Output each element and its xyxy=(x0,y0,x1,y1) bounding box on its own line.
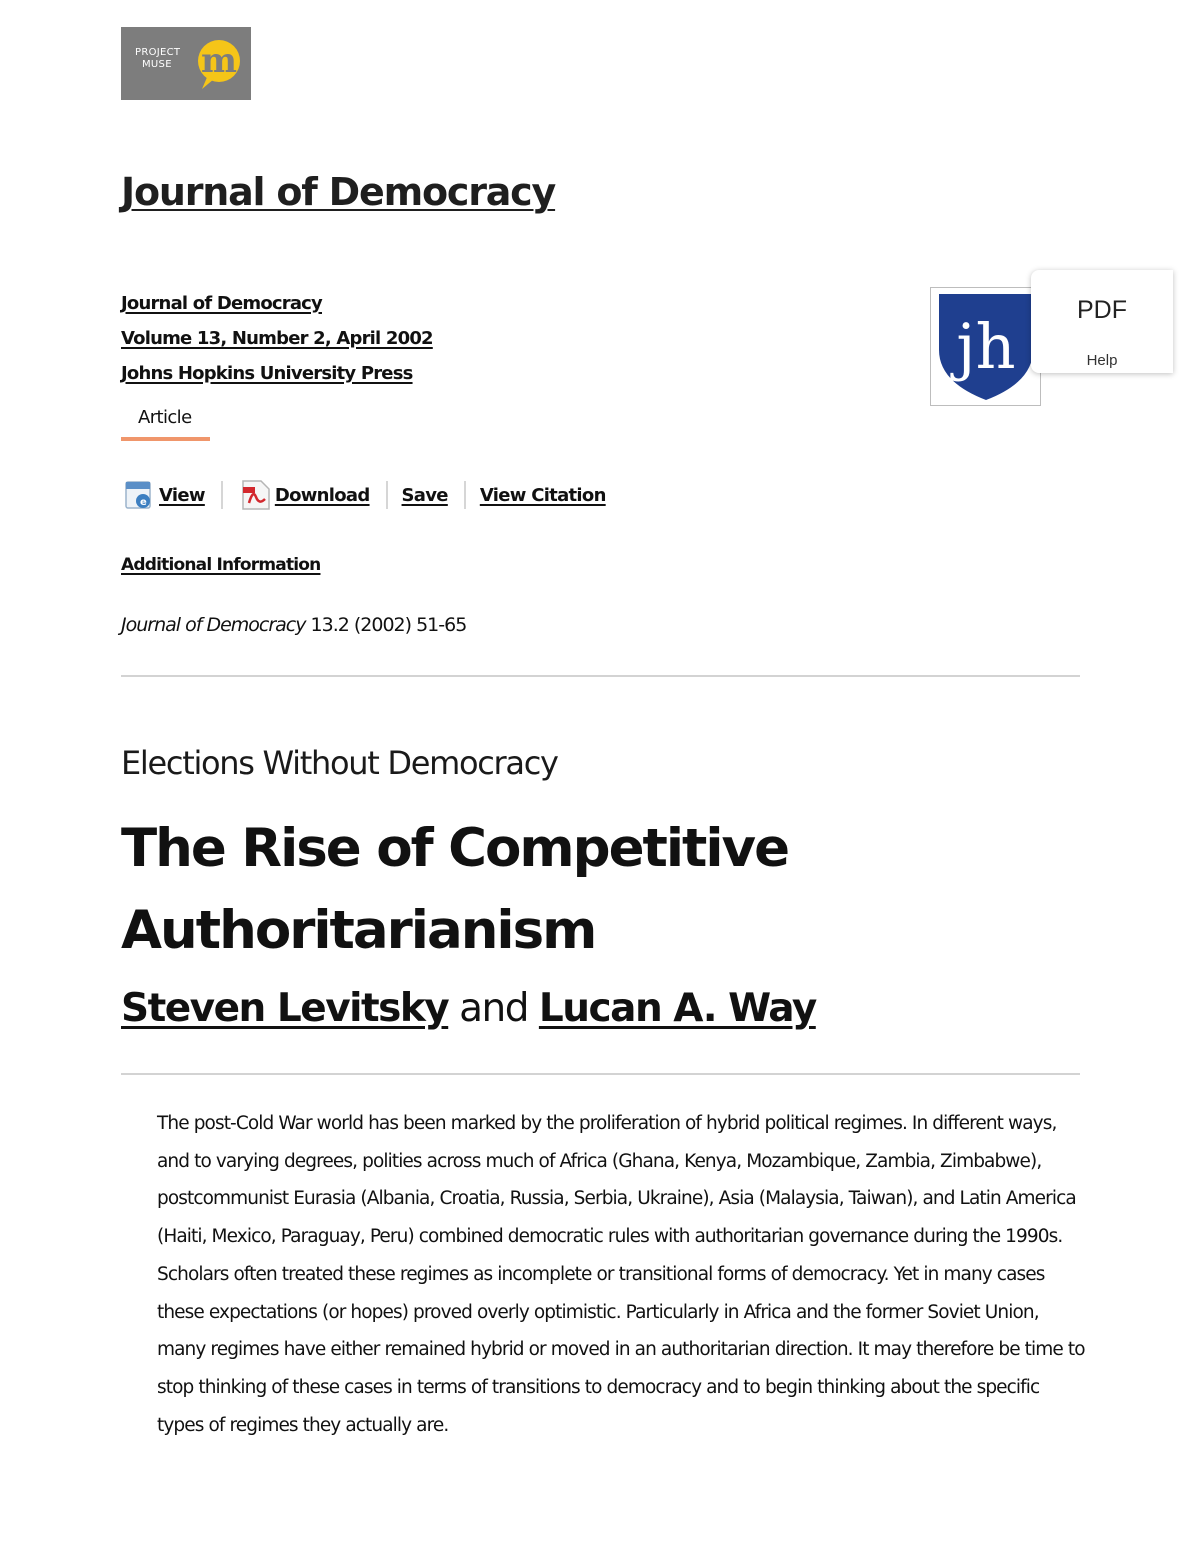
issue-meta xyxy=(121,292,433,397)
help-label[interactable]: Help xyxy=(1086,352,1118,369)
logo-wordmark xyxy=(135,47,180,71)
author-conjunction: and xyxy=(448,986,539,1031)
action-divider xyxy=(464,481,466,509)
journal-title-link[interactable]: Journal of Democracy xyxy=(121,170,556,214)
publisher-logo[interactable] xyxy=(930,287,1041,406)
author-link-way[interactable]: Lucan A. Way xyxy=(538,986,816,1031)
action-divider xyxy=(221,481,223,509)
additional-information-link[interactable]: Additional Information xyxy=(121,555,321,575)
citation-line xyxy=(121,614,466,636)
publisher-link[interactable]: Johns Hopkins University Press xyxy=(121,363,413,384)
pdf-label: PDF xyxy=(1077,296,1127,324)
logo-mark-letter: m xyxy=(201,41,237,81)
publisher-logo-letters: jh xyxy=(956,310,1016,383)
section-divider xyxy=(121,1073,1080,1075)
muse-m-icon xyxy=(194,37,244,89)
article-abstract: The post-Cold War world has been marked by the proliferation of hybrid political regimes. In different ways, and to varying degrees, polities across much of Africa (Ghana, Kenya, Mozambique, Zambia, Zimbabwe), postcommunist Eurasia (Albania, Croatia, Russia, Serbia, Ukraine), Asia (Malaysia, Taiwan), and Latin America (Haiti, Mexico, Paraguay, Peru) combined democratic rules with authoritarian governance during the 1990s. Scholars often treated these regimes as incomplete or transitional forms of democracy. Yet in many cases these expectations (or hopes) proved overly optimistic. Particularly in Africa and the former Soviet Union, many regimes have either remained hybrid or moved in an authoritarian direction. It may therefore be time to stop thinking of these cases in terms of transitions to democracy and to begin thinking about the specific types of regimes they actually are. xyxy=(157,1113,1085,1436)
jhu-shield-icon xyxy=(935,290,1037,402)
tab-article-label: Article xyxy=(138,407,192,428)
article-authors xyxy=(121,986,816,1031)
article-actions xyxy=(121,478,606,512)
svg-text:e: e xyxy=(139,497,147,508)
download-label: Download xyxy=(274,484,370,506)
html-view-icon xyxy=(121,480,157,510)
action-divider xyxy=(386,481,388,509)
issue-link[interactable]: Volume 13, Number 2, April 2002 xyxy=(121,328,433,349)
logo-line2: MUSE xyxy=(142,59,172,70)
download-button[interactable] xyxy=(237,479,370,511)
journal-link[interactable]: Journal of Democracy xyxy=(121,293,322,314)
view-button[interactable] xyxy=(121,480,205,510)
section-divider xyxy=(121,675,1080,677)
article-subtitle: Elections Without Democracy xyxy=(121,744,558,782)
pdf-help-widget[interactable] xyxy=(1031,270,1173,373)
logo-line1: PROJECT xyxy=(135,47,181,58)
author-link-levitsky[interactable]: Steven Levitsky xyxy=(121,986,449,1031)
pdf-file-icon xyxy=(237,479,273,511)
citation-journal: Journal of Democracy xyxy=(121,614,306,636)
article-title: The Rise of Competitive Authoritarianism xyxy=(121,818,789,961)
citation-details: 13.2 (2002) 51-65 xyxy=(305,614,467,636)
save-button[interactable]: Save xyxy=(401,484,448,506)
project-muse-logo[interactable] xyxy=(121,27,251,100)
view-citation-button[interactable]: View Citation xyxy=(479,484,606,506)
view-label: View xyxy=(159,484,205,506)
tab-article[interactable] xyxy=(121,405,210,441)
